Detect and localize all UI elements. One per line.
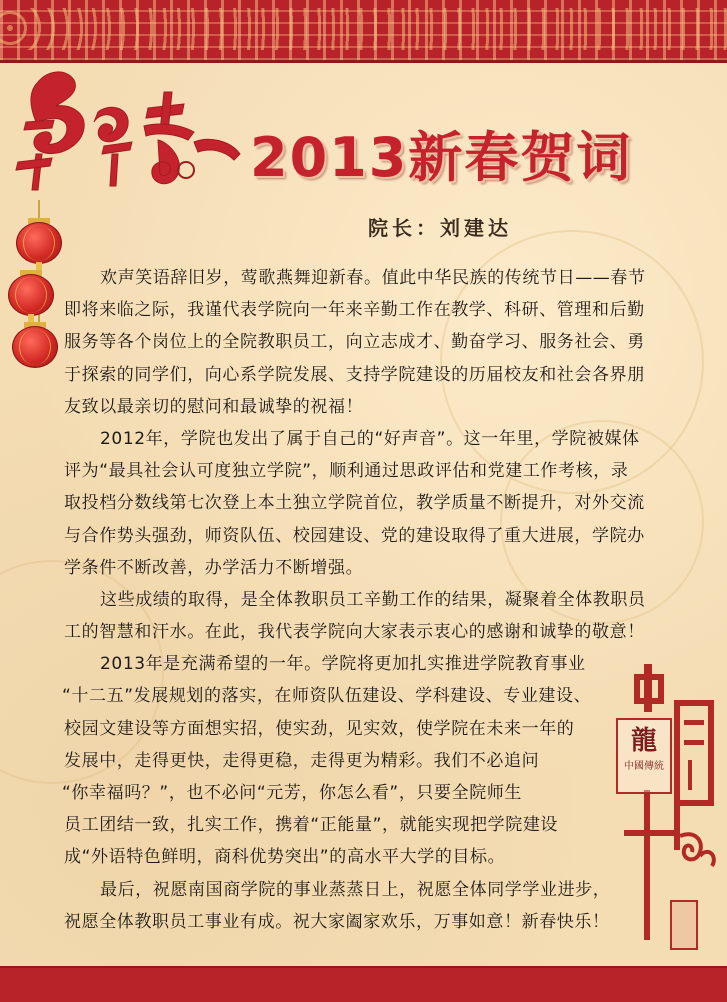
top-ornament-band [0, 0, 727, 63]
letter-line: 取投档分数线第七次登上本土独立学院首位，教学质量不断提升，对外交流 [64, 493, 645, 514]
letter-line: 服务等各个岗位上的全院教职员工，向立志成才、勤奋学习、服务社会、勇 [64, 332, 645, 353]
letter-line: 最后，祝愿南国商学院的事业蒸蒸日上，祝愿全体同学学业进步， [100, 879, 611, 900]
letter-line: 于探索的同学们，向心系学院发展、支持学院建设的历届校友和社会各界朋 [64, 364, 645, 385]
red-stamp [670, 900, 698, 950]
he-xin-chun-calligraphy-logo [8, 62, 244, 202]
letter-line: “十二五”发展规划的落实，在师资队伍建设、学科建设、专业建设、 [62, 686, 592, 707]
dragon-seal-box [616, 718, 672, 794]
page-title: 2013新春贺词 [250, 126, 633, 189]
letter-line: 员工团结一致，扎实工作，携着“正能量”，就能实现把学院建设 [64, 815, 559, 836]
letter-line: 工的智慧和汗水。在此，我代表学院向大家表示衷心的感谢和诚挚的敬意！ [64, 622, 645, 643]
china-seal-decoration [604, 660, 720, 960]
dragon-character: 龍 [630, 726, 657, 756]
zhongguo-seal-graphic [604, 660, 720, 960]
letter-line: 成“外语特色鲜明，商科优势突出”的高水平大学的目标。 [64, 847, 506, 868]
letter-line: “你幸福吗？”，也不必问“元芳，你怎么看”，只要全院师生 [62, 783, 523, 803]
author-signature: 院长：刘建达 [368, 216, 512, 240]
letter-line: 祝愿全体教职员工事业有成。祝大家阖家欢乐，万事如意！新春快乐！ [64, 911, 610, 932]
bottom-ornament-band [0, 966, 727, 1002]
letter-line: 发展中，走得更快，走得更稳，走得更为精彩。我们不必追问 [64, 750, 540, 771]
red-lantern-icon [12, 326, 58, 368]
seal-subtitle: 中國傳統 [624, 761, 664, 772]
letter-line: 与合作势头强劲，师资队伍、校园建设、党的建设取得了重大进展，学院办 [64, 525, 645, 546]
letter-line: 欢声笑语辞旧岁，莺歌燕舞迎新春。值此中华民族的传统节日——春节 [100, 268, 646, 288]
letter-line: 即将来临之际，我谨代表学院向一年来辛勤工作在教学、科研、管理和后勤 [64, 300, 645, 321]
letter-line: 学条件不断改善，办学活力不断增强。 [64, 557, 364, 578]
letter-body [64, 262, 644, 938]
letter-line: 2013年是充满希望的一年。学院将更加扎实推进学院教育事业 [100, 654, 586, 675]
letter-line: 评为“最具社会认可度独立学院”，顺利通过思政评估和党建工作考核，录 [64, 461, 629, 482]
letter-line: 校园文建设等方面想实招，使实劲，见实效，使学院在未来一年的 [64, 718, 575, 739]
letter-line: 友致以最亲切的慰问和最诚挚的祝福！ [64, 396, 364, 417]
red-lantern-icon [8, 274, 54, 316]
red-lantern-icon [16, 222, 62, 264]
top-ornament-pattern [0, 8, 727, 50]
letter-line: 这些成绩的取得，是全体教职员工辛勤工作的结果，凝聚着全体教职员 [100, 589, 646, 610]
letter-line: 2012年，学院也发出了属于自己的“好声音”。这一年里，学院被媒体 [100, 428, 640, 449]
